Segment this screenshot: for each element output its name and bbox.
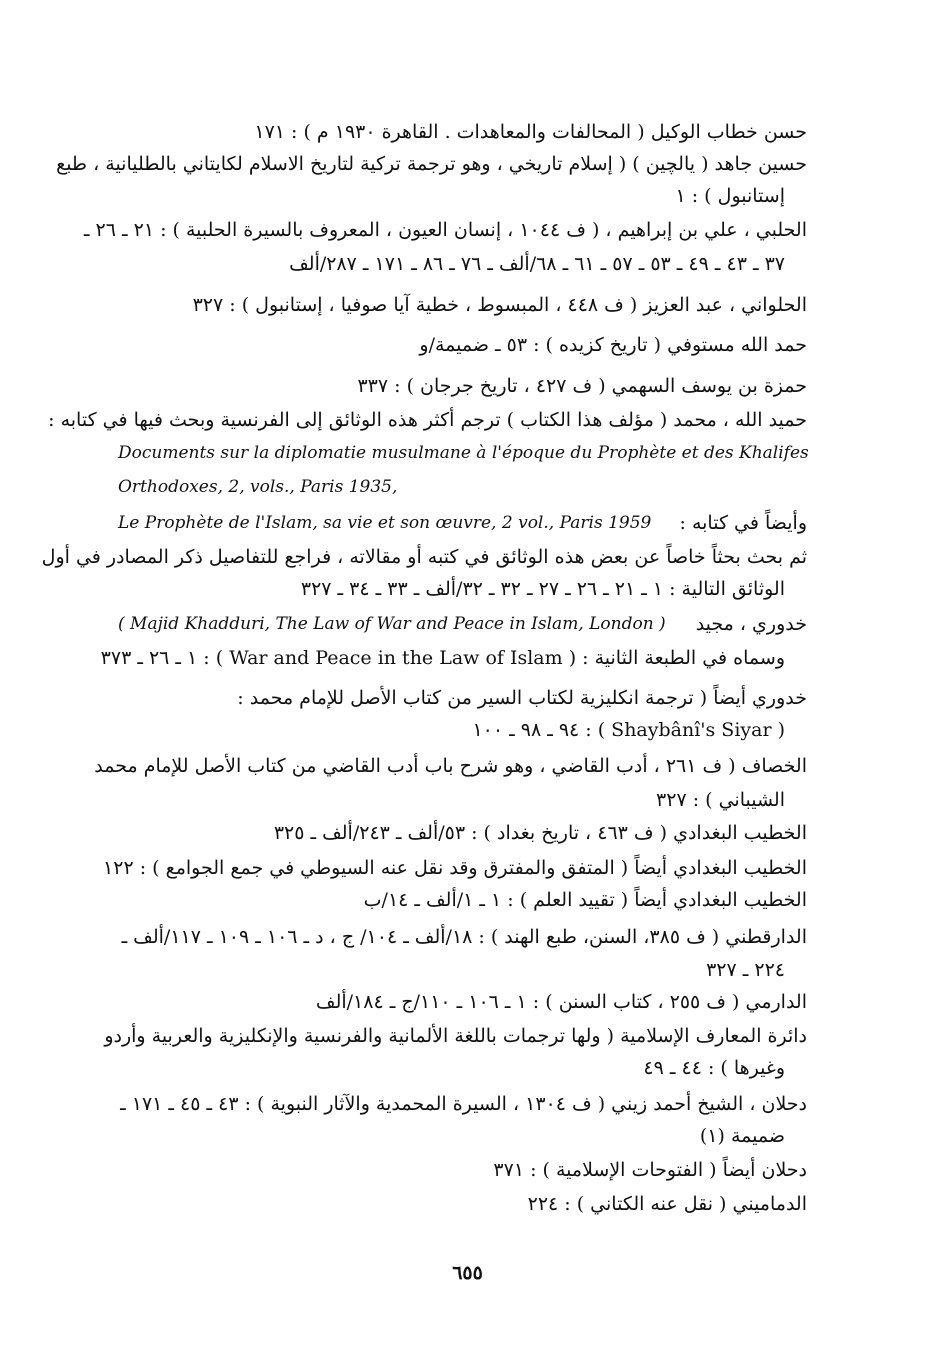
latin-title-line: Documents sur la diplomatie musulmane à l'époque du Prophète et des Khalifes (118, 443, 809, 463)
latin-title-line: Le Prophète de l'Islam, sa vie et son œuvre, 2 vol., Paris 1959 (118, 513, 652, 533)
index-entry-continuation: الشيباني ) : ٣٢٧ (656, 789, 785, 811)
index-entry-continuation: ٢٢٤ ـ ٣٢٧ (706, 959, 785, 981)
index-entry: الخطيب البغدادي أيضاً ( المتفق والمفترق وقد نقل عنه السيوطي في جمع الجوامع ) : ١٢٢ (103, 857, 807, 879)
index-entry: دحلان أيضاً ( الفتوحات الإسلامية ) : ٣٧١ (493, 1159, 807, 1181)
index-entry: وأيضاً في كتابه : (679, 512, 807, 534)
index-entry: الدماميني ( نقل عنه الكتاني ) : ٢٢٤ (527, 1193, 807, 1215)
index-entry-continuation: إستانبول ) : ١ (675, 185, 785, 207)
page-number: ٦٥٥ (452, 1262, 483, 1284)
index-entry: الدارمي ( ف ٢٥٥ ، كتاب السنن ) : ١ ـ ١٠٦ ـ ١١٠/ج ـ ١٨٤/ألف (315, 991, 807, 1013)
index-entry-continuation: وغيرها ) : ٤٤ ـ ٤٩ (643, 1057, 785, 1079)
index-entry: دحلان ، الشيخ أحمد زيني ( ف ١٣٠٤ ، السيرة المحمدية والآثار النبوية ) : ٤٣ ـ ٤٥ ـ ١٧١ ـ (120, 1093, 807, 1115)
index-entry: الخصاف ( ف ٢٦١ ، أدب القاضي ، وهو شرح باب أدب القاضي من كتاب الأصل للإمام محمد (94, 755, 807, 777)
index-entry: دائرة المعارف الإسلامية ( ولها ترجمات باللغة الألمانية والفرنسية والإنكليزية والعربية وأردو (104, 1025, 807, 1047)
index-entry: الحلبي ، علي بن إبراهيم ، ( ف ١٠٤٤ ، إنسان العيون ، المعروف بالسيرة الحلبية ) : ٢١ ـ ٢٦ ـ (83, 219, 807, 241)
index-entry-continuation: الوثائق التالية : ١ ـ ٢١ ـ ٢٦ ـ ٢٧ ـ ٣٢ ـ ٣٢/ألف ـ ٣٣ ـ ٣٤ ـ ٣٢٧ (300, 578, 785, 600)
index-entry: حسين جاهد ( يالچين ) ( إسلام تاريخي ، وهو ترجمة تركية لتاريخ الاسلام لكايتاني بالطليانية ، طبع (56, 153, 807, 175)
index-entry-continuation: ( Shaybânî's Siyar ) : ٩٤ ـ ٩٨ ـ ١٠٠ (472, 719, 785, 741)
index-entry: حميد الله ، محمد ( مؤلف هذا الكتاب ) ترجم أكثر هذه الوثائق إلى الفرنسية وبحث فيها في كتابه : (48, 409, 807, 431)
index-entry: الحلواني ، عبد العزيز ( ف ٤٤٨ ، المبسوط ، خطية آيا صوفيا ، إستانبول ) : ٣٢٧ (192, 294, 807, 316)
index-entry: الخطيب البغدادي ( ف ٤٦٣ ، تاريخ بغداد ) : ٥٣/ألف ـ ٢٤٣/ألف ـ ٣٢٥ (273, 822, 807, 844)
index-entry: خدوري ، مجيد (695, 613, 807, 635)
latin-title-line: ( Majid Khadduri, The Law of War and Peace in Islam, London ) (118, 614, 666, 634)
index-entry: حسن خطاب الوكيل ( المحالفات والمعاهدات . القاهرة ١٩٣٠ م ) : ١٧١ (254, 121, 807, 143)
index-entry: خدوري أيضاً ( ترجمة انكليزية لكتاب السير من كتاب الأصل للإمام محمد : (237, 687, 807, 709)
latin-title-line: Orthodoxes, 2, vols., Paris 1935, (118, 477, 398, 497)
index-entry: الخطيب البغدادي أيضاً ( تقييد العلم ) : ١ ـ ١/ألف ـ ١٤/ب (363, 889, 807, 911)
index-entry: ثم بحث بحثاً خاصاً عن بعض هذه الوثائق في كتبه أو مقالاته ، فراجع للتفاصيل ذكر المصادر في أول (41, 546, 807, 568)
index-entry-continuation: ٣٧ ـ ٤٣ ـ ٤٩ ـ ٥٣ ـ ٥٧ ـ ٦١ ـ ٦٨/ألف ـ ٧٦ ـ ٨٦ ـ ١٧١ ـ ٢٨٧/ألف (289, 253, 785, 275)
index-entry: حمزة بن يوسف السهمي ( ف ٤٢٧ ، تاريخ جرجان ) : ٣٣٧ (357, 375, 807, 397)
index-entry: وسماه في الطبعة الثانية : ( War and Peace in the Law of Islam ) : ١ ـ ٢٦ ـ ٣٧٣ (100, 647, 785, 669)
index-entry-continuation: ضميمة (١) (699, 1125, 785, 1147)
index-entry: حمد الله مستوفي ( تاريخ كزيده ) : ٥٣ ـ ضميمة/و (419, 334, 807, 356)
index-entry: الدارقطني ( ف ٣٨٥، السنن، طبع الهند ) : ١٨/ألف ـ ١٠٤/ ج ، د ـ ١٠٦ ـ ١٠٩ ـ ١١٧/ألف ـ (121, 926, 807, 948)
